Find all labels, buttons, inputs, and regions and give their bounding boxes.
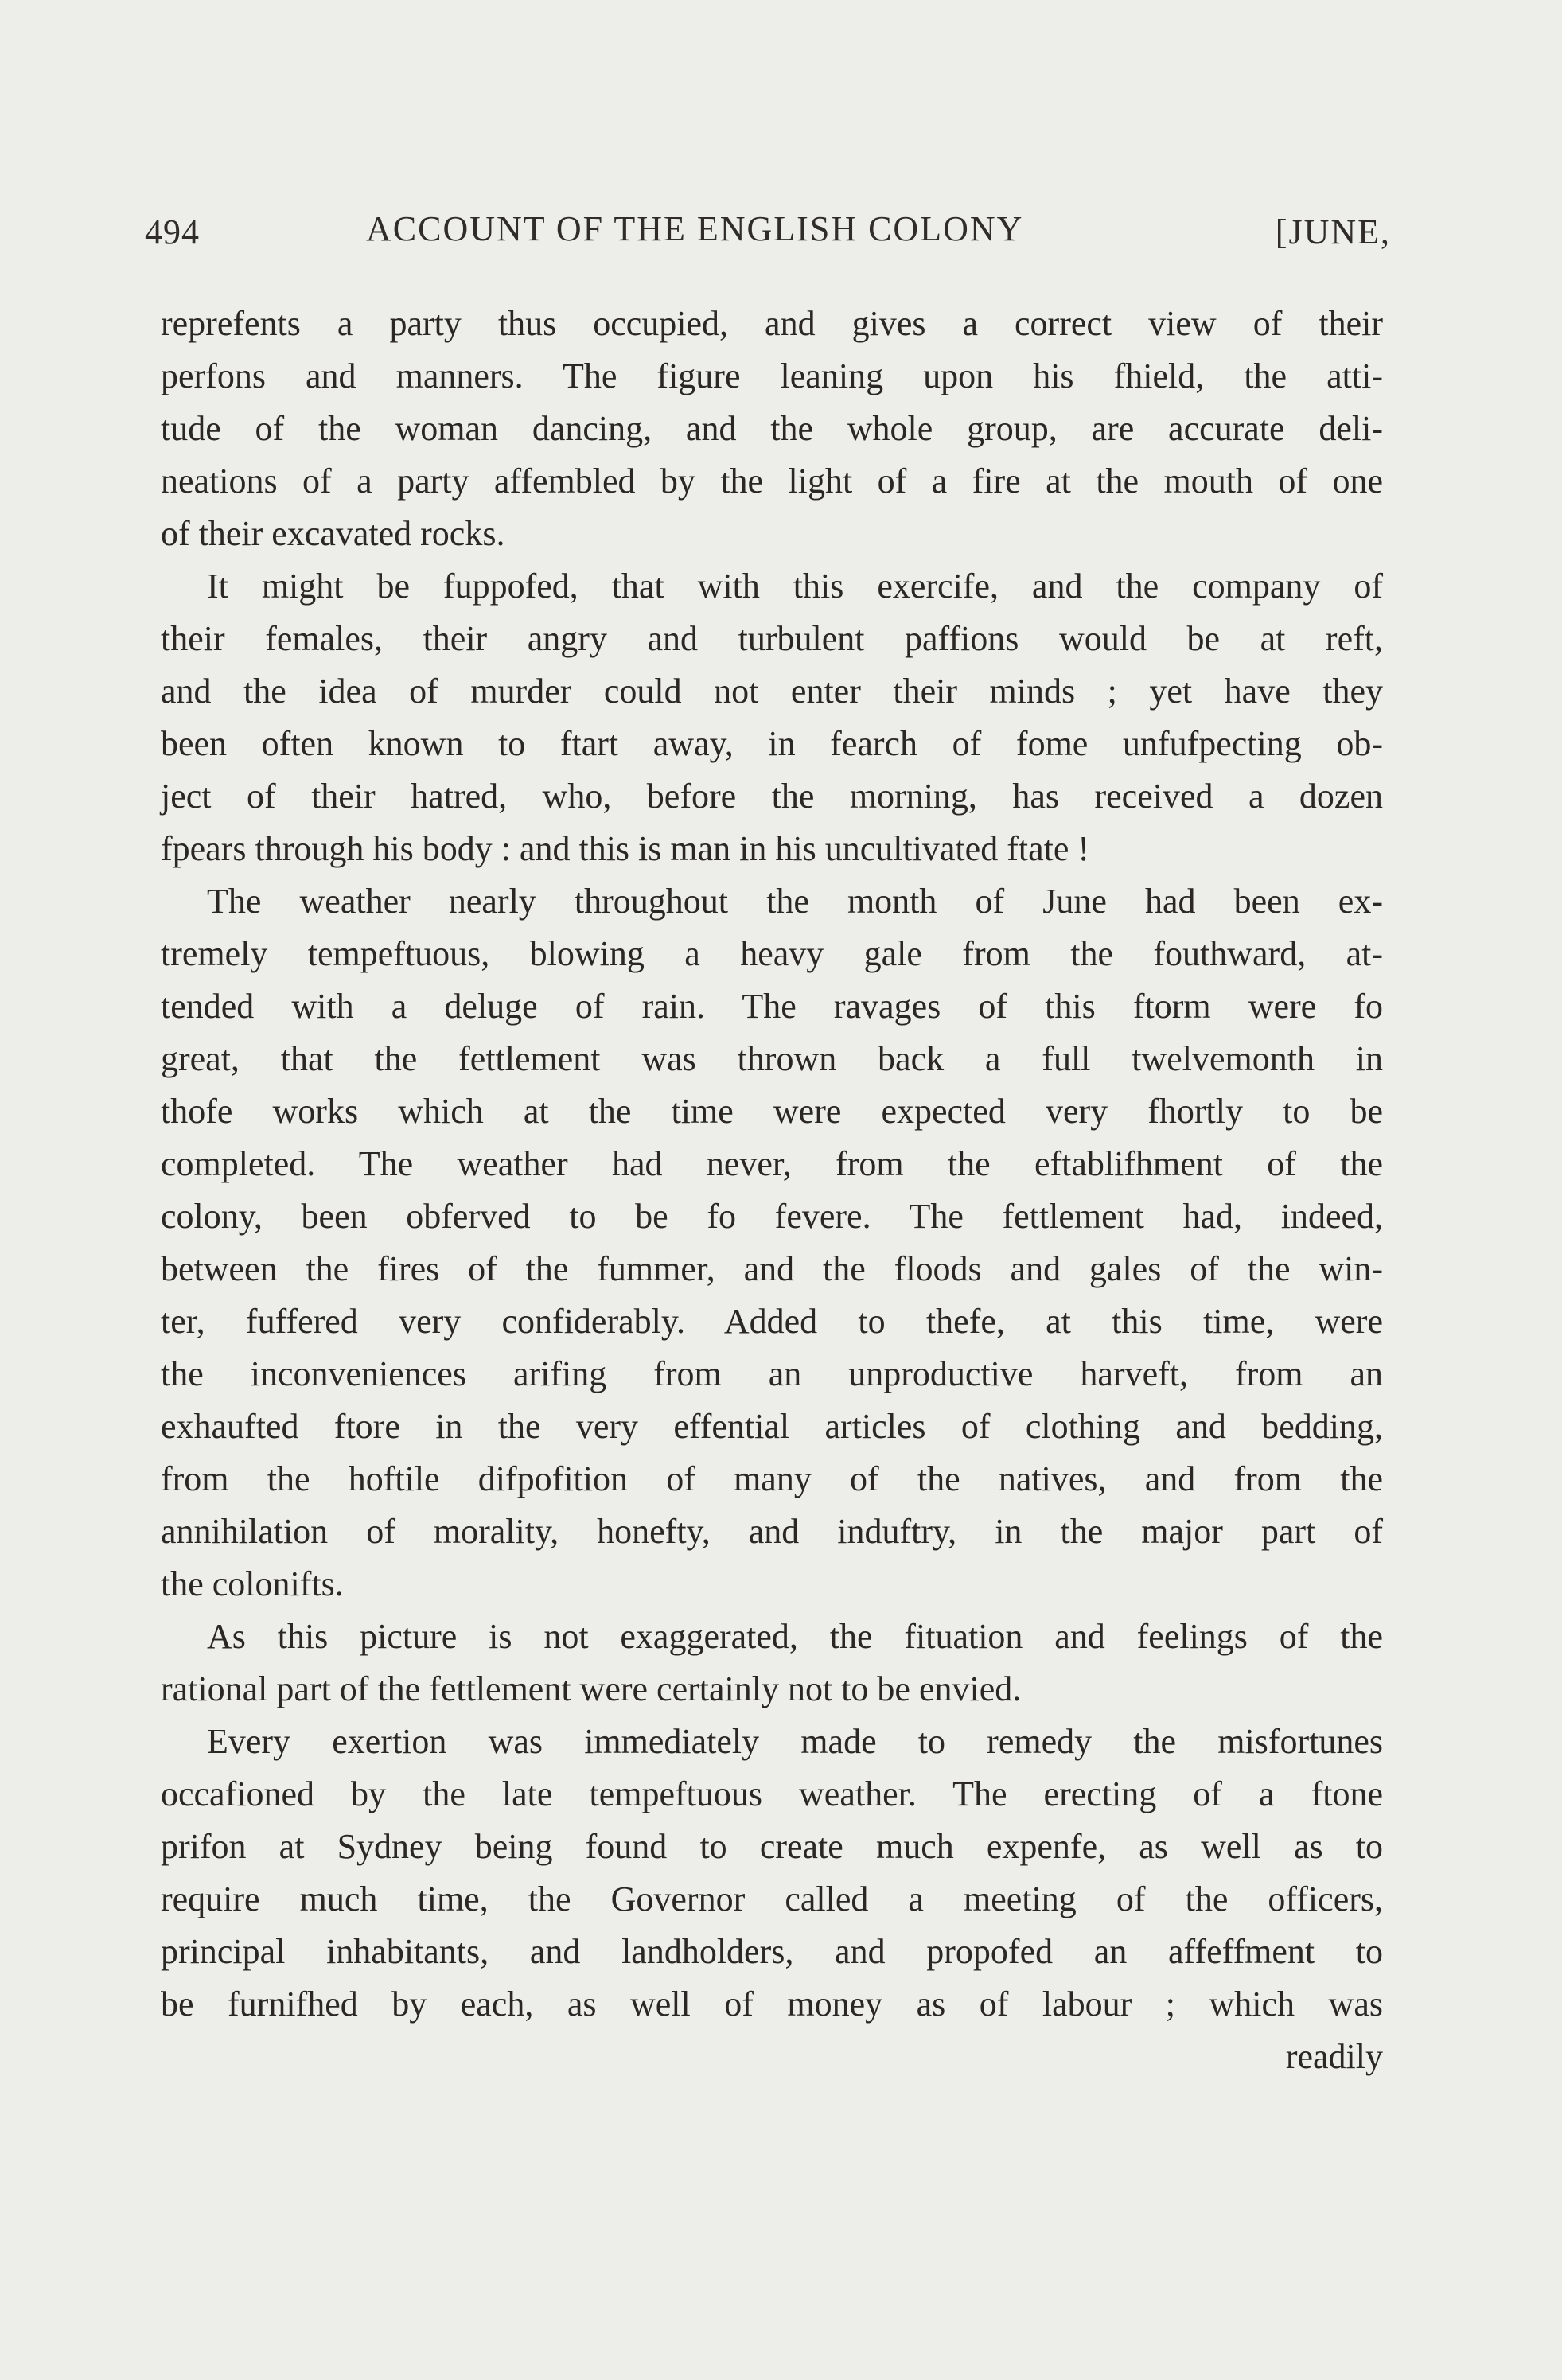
text-line: their females, their angry and turbulent paffions would be at reft,	[161, 619, 1383, 658]
text-line: completed. The weather had never, from the eftablifhment of the	[161, 1144, 1383, 1183]
text-line: the colonifts.	[161, 1564, 344, 1603]
text-line: fpears through his body : and this is man in his uncultivated ftate !	[161, 829, 1090, 868]
text-line: neations of a party affembled by the light of a fire at the mouth of one	[161, 462, 1383, 501]
text-line: perfons and manners. The figure leaning upon his fhield, the atti-	[161, 356, 1383, 395]
text-line: be furnifhed by each, as well of money as of labour ; which was	[161, 1985, 1383, 2024]
text-line: between the fires of the fummer, and the floods and gales of the win-	[161, 1249, 1383, 1288]
text-line: exhaufted ftore in the very effential articles of clothing and bedding,	[161, 1407, 1383, 1446]
text-line: ject of their hatred, who, before the morning, has received a dozen	[161, 777, 1383, 816]
text-line: annihilation of morality, honefty, and induftry, in the major part of	[161, 1512, 1383, 1551]
text-line: tremely tempeftuous, blowing a heavy gale from the fouthward, at-	[161, 934, 1383, 973]
text-line: As this picture is not exaggerated, the fituation and feelings of the	[207, 1617, 1383, 1656]
text-line: thofe works which at the time were expected very fhortly to be	[161, 1092, 1383, 1131]
text-line: tude of the woman dancing, and the whole group, are accurate deli-	[161, 409, 1383, 448]
text-line: The weather nearly throughout the month of June had been ex-	[207, 882, 1383, 921]
text-line: from the hoftile difpofition of many of the natives, and from the	[161, 1459, 1383, 1498]
text-line: great, that the fettlement was thrown back a full twelvemonth in	[161, 1039, 1383, 1078]
text-line: principal inhabitants, and landholders, and propofed an affeffment to	[161, 1932, 1383, 1971]
text-line: tended with a deluge of rain. The ravages of this ftorm were fo	[161, 987, 1383, 1026]
catchword: readily	[1285, 2037, 1383, 2076]
text-line: require much time, the Governor called a meeting of the officers,	[161, 1879, 1383, 1918]
text-line: prifon at Sydney being found to create much expenfe, as well as to	[161, 1827, 1383, 1866]
text-line: been often known to ftart away, in fearch of fome unfufpecting ob-	[161, 724, 1383, 763]
text-line: the inconveniences arifing from an unproductive harveft, from an	[161, 1354, 1383, 1393]
text-line: colony, been obferved to be fo fevere. The fettlement had, indeed,	[161, 1197, 1383, 1236]
text-line: and the idea of murder could not enter their minds ; yet have they	[161, 672, 1383, 711]
text-line: Every exertion was immediately made to remedy the misfortunes	[207, 1722, 1383, 1761]
running-title: ACCOUNT OF THE ENGLISH COLONY	[366, 209, 1024, 248]
text-line: of their excavated rocks.	[161, 514, 505, 553]
text-line: reprefents a party thus occupied, and gives a correct view of their	[161, 304, 1383, 343]
text-line: occafioned by the late tempeftuous weather. The erecting of a ftone	[161, 1774, 1383, 1813]
running-head	[145, 208, 1391, 256]
text-line: ter, fuffered very confiderably. Added to thefe, at this time, were	[161, 1302, 1383, 1341]
text-line: rational part of the fettlement were certainly not to be envied.	[161, 1669, 1022, 1708]
page-number: 494	[145, 212, 200, 251]
running-month: [JUNE,	[1275, 212, 1391, 251]
text-line: It might be fuppofed, that with this exercife, and the company of	[207, 567, 1383, 606]
body-text	[161, 298, 1383, 2083]
